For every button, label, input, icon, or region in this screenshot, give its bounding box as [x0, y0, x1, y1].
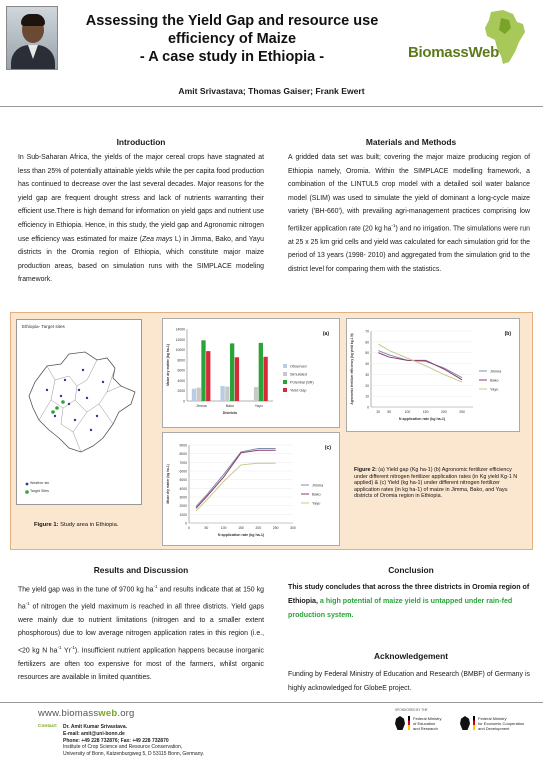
x-tick-label: 100: [404, 410, 411, 414]
x-tick-label: 200: [441, 410, 447, 414]
bmbf-logo: SPONSORED BY THE Federal Ministry of Education and Research: [395, 708, 442, 731]
bar-yield-gap-jimma: [206, 351, 210, 401]
bmz-logo: Federal Ministry for Economic Cooperation and Development: [460, 716, 524, 731]
legend-swatch: [283, 364, 287, 368]
y-tick-label: 8000: [179, 452, 187, 457]
y-tick-label: 3000: [179, 495, 187, 500]
legend-label: Yayu: [312, 501, 321, 506]
y-tick-label: 4000: [179, 486, 187, 491]
y-tick-label: 2000: [177, 389, 185, 394]
legend-label: Yield Gap: [290, 388, 307, 393]
legend-swatch: [283, 372, 287, 376]
contact-email[interactable]: E-mail: amit@uni-bonn.de: [63, 730, 125, 737]
poster-title: [62, 12, 402, 66]
bar-simulated-bako: [225, 387, 229, 401]
y-tick-label: 5000: [179, 478, 187, 483]
figure2-caption: Figure 2: (a) Yield gap (Kg ha-1) (b) Agronomic fertilizer efficiency under different nitrogen fertilizer application rates (in Kg yield Kg-1 N applied) & (c) Yield (kg ha-1) under different nitrogen fertilizer application rates (in kg ha-1) of maize in Jimma, Bako, and Yayu districts of Oromia region in Ethiopia.: [354, 467, 518, 500]
y-tick-label: 12000: [175, 337, 185, 342]
y-tick-label: 6000: [179, 469, 187, 474]
x-tick-label: 150: [422, 410, 429, 414]
x-tick-label: Yayu: [254, 404, 263, 408]
x-tick-label: 250: [459, 410, 465, 414]
x-axis-label: Districts: [222, 411, 238, 415]
contact-institute: Institute of Crop Science and Resource Conservation,: [63, 744, 183, 751]
poster-header: [0, 0, 543, 112]
legend-label: Yayu: [490, 387, 499, 392]
y-tick-label: 70: [365, 329, 369, 334]
x-tick-label: 150: [238, 526, 244, 530]
flag-icon: [408, 716, 410, 730]
panel-label: (c): [324, 445, 331, 451]
map-title: Ethiopia- Target sites: [22, 324, 65, 329]
contact-label: Contact:: [38, 724, 58, 729]
author-photo: [6, 6, 58, 70]
results-heading: Results and Discussion: [93, 565, 189, 575]
y-tick-label: 1000: [179, 512, 187, 517]
chart-b-efficiency: [346, 318, 520, 432]
acknowledgement-text: Funding by Federal Ministry of Education and Research (BMBF) of Germany is highly acknowledged for GlobeE project.: [288, 671, 530, 692]
series-line-yayu: [196, 463, 276, 511]
series-line-jimma: [378, 351, 462, 378]
panel-label: (b): [504, 331, 511, 337]
x-axis-label: N application rate (kg ha-1): [398, 417, 446, 421]
x-tick-label: 20: [376, 410, 381, 414]
methods-text: A gridded data set was built; covering the major maize producing region of Ethiopia namely, Oromia. Within the SIMPLACE modelling framework, a combination of the LINTUL5 crop model with a detailed soil water balance model (SLIM) was used to simulate the yield of dominant a long-cycle maize variety ('BH-660'), with prevailing agri-management practices comprising low fertilizer application rate (20 kg $ha^{-1}$) and no irrigation. The simulations were run at 25 x 25 km grid cells and yield was calculated for each simulation grid for the period of 13 years (1998- 2010) and aggregated from the simulation grid to the district level for comparing them with the statistics.: [288, 154, 530, 274]
y-tick-label: 0: [367, 405, 369, 410]
y-axis-label: Maize dry matter (kg ha-1): [166, 344, 170, 386]
flag-icon: [473, 716, 475, 730]
bar-observed-jimma: [192, 389, 196, 401]
legend-label: Bako: [490, 378, 499, 383]
panel-label: (a): [322, 331, 329, 337]
y-tick-label: 4000: [177, 378, 185, 383]
x-tick-label: 50: [204, 526, 209, 530]
legend-swatch: [283, 388, 287, 392]
y-tick-label: 6000: [177, 368, 185, 373]
y-tick-label: 10: [365, 394, 369, 399]
y-tick-label: 30: [365, 372, 369, 377]
y-tick-label: 40: [365, 362, 369, 367]
contact-name: Dr. Amit Kumar Srivastava.: [63, 724, 128, 730]
bar-simulated-yayu: [254, 387, 258, 401]
bar-observed-bako: [220, 386, 224, 401]
x-axis-label: N application rate (kg ha-1): [217, 533, 265, 537]
y-tick-label: 50: [365, 351, 369, 356]
introduction-heading: Introduction: [116, 137, 166, 147]
y-tick-label: 0: [183, 399, 185, 404]
x-tick-label: Bako: [225, 404, 235, 408]
series-line-yayu: [378, 344, 462, 382]
figure1-caption: Figure 1: Study area in Ethiopia.: [34, 522, 119, 528]
y-axis-label: Agronomic fertilizer efficiency (kg yield kg-1 N): [350, 333, 354, 405]
ethiopia-map: [16, 319, 142, 505]
map-legend-sites: Target Sites: [30, 489, 49, 493]
introduction-text: In Sub-Saharan Africa, the yields of the major cereal crops have stagnated at less than 25% of potentially attainable yields while the per capita food production has continued to decrease over the last several decades. Major reasons for the yield gap are frequent drought stress and lack of nutrients warranting their efficient use.There is high demand for information on yield gaps and nutrient use efficiency in Ethiopia. Hence, in this study, the yield gap and Agronomic nitrogen use efficiency was estimated for maize (Zea mays L) in Jimma, Bako, and Yayu districts in the Oromia region of Ethiopia, which constitute major maize production areas, based on simulation runs with the SIMPLACE modeling framework.: [18, 154, 264, 284]
series-line-jimma: [196, 448, 276, 506]
chart-a-yield-gap: [162, 318, 340, 428]
contact-phone: Phone: +49 228 732876; Fax: +49 228 732870: [63, 737, 169, 744]
x-tick-label: 200: [255, 526, 262, 530]
legend-label: Observed: [290, 364, 307, 369]
chart-a-svg: [163, 319, 339, 427]
legend-swatch: [283, 380, 287, 384]
x-tick-label: 50: [387, 410, 392, 414]
x-tick-label: 0: [188, 526, 190, 530]
series-line-bako: [378, 353, 462, 380]
chart-b-svg: [347, 319, 519, 431]
bar-potential-sr--yayu: [259, 343, 263, 401]
y-tick-label: 8000: [177, 358, 185, 363]
header-divider: [0, 106, 543, 107]
x-tick-label: 250: [272, 526, 279, 530]
bar-potential-sr--jimma: [201, 340, 205, 401]
authors: Amit Srivastava; Thomas Gaiser; Frank Ewert: [178, 86, 365, 96]
website-url[interactable]: www.biomassweb.org: [38, 708, 135, 719]
legend-label: Potential (SR): [290, 380, 314, 385]
x-tick-label: 300: [290, 526, 296, 530]
bar-simulated-jimma: [197, 388, 201, 401]
x-tick-label: Jimma: [196, 404, 207, 408]
sponsor-label: SPONSORED BY THE: [395, 708, 428, 712]
acknowledgement-heading: Acknowledgement: [374, 651, 448, 661]
footer-divider: [0, 702, 543, 703]
y-tick-label: 7000: [179, 460, 187, 465]
bar-yield-gap-yayu: [263, 357, 267, 401]
contact-block: [63, 724, 204, 758]
bar-yield-gap-bako: [235, 357, 239, 401]
y-tick-label: 0: [185, 521, 187, 526]
logo-text: BiomassWeb: [408, 44, 499, 61]
eagle-icon: [460, 716, 470, 730]
title-line-2: - A case study in Ethiopia -: [139, 49, 325, 65]
y-tick-label: 14000: [175, 327, 185, 332]
y-tick-label: 20: [365, 383, 369, 388]
chart-c-svg: [163, 433, 339, 545]
conclusion-text: This study concludes that across the three districts in Oromia region of Ethiopia, a high potential of maize yield is untapped under rain-fed production system.: [288, 583, 530, 619]
y-tick-label: 2000: [179, 504, 187, 509]
conclusion-heading: Conclusion: [388, 565, 434, 575]
chart-c-dry-matter: [162, 432, 340, 546]
legend-label: Jimma: [312, 483, 324, 488]
y-tick-label: 60: [365, 340, 369, 345]
contact-address: University of Bonn, Katzenburgweg 5, D 53115 Bonn, Germany.: [63, 751, 205, 758]
title-line-1: Assessing the Yield Gap and resource use efficiency of Maize: [85, 13, 379, 47]
y-axis-label: Maize dry matter (kg ha-1): [166, 464, 170, 504]
legend-label: Simulated: [290, 372, 307, 377]
y-tick-label: 9000: [179, 443, 187, 448]
bar-potential-sr--bako: [230, 343, 234, 401]
legend-label: Bako: [312, 492, 321, 497]
y-tick-label: 10000: [175, 348, 185, 353]
methods-heading: Materials and Methods: [365, 137, 457, 147]
legend-label: Jimma: [490, 369, 502, 374]
results-text: The yield gap was in the tune of 9700 kg $ha^{-1}$ and results indicate that at 150 kg $ha^{-1}$ of nitrogen the yield maximum is reached in all three districts. Yield gaps were mainly due to nutrient limitations (nitrogen and to a smaller extent phosphorous) due to low average nitrogen application rates in this region (i.e., <20 kg N $ha^{-1}$ $Yr^{-1}$). Insufficient nutrient application happens because inorganic fertilizers are often too expensive for most of the farmers, whilst organic resources are available in limited quantities.: [18, 584, 264, 682]
x-tick-label: 100: [220, 526, 227, 530]
eagle-icon: [395, 716, 405, 730]
map-legend-weather: Weather stn: [30, 481, 50, 485]
